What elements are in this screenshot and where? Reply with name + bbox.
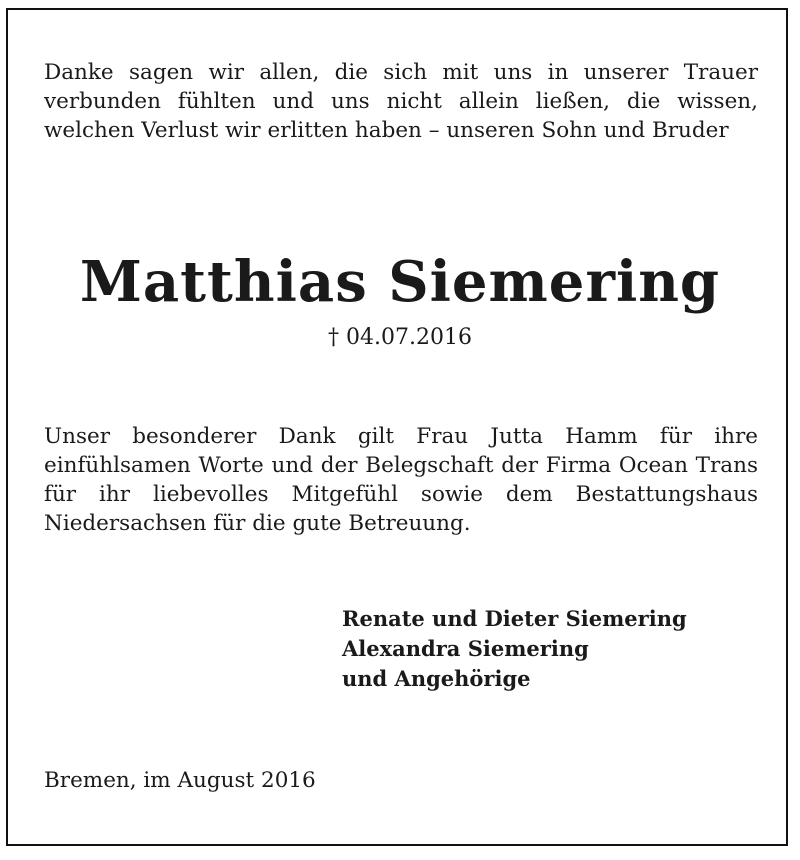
intro-text: Danke sagen wir allen, die sich mit uns in unserer Trauer verbunden fühlten und uns nicht allein ließen, die wissen, welchen Verlust wir erlitten haben – unseren Sohn und Bruder [44, 60, 758, 143]
signer-line: und Angehörige [342, 666, 531, 691]
thanks-text: Unser besonderer Dank gilt Frau Jutta Hamm für ihre einfühlsamen Worte und der Belegschaft der Firma Ocean Trans für ihr liebevolles Mitgefühl sowie dem Bestattungshaus Niedersachsen für die gute Betreuung. [44, 424, 758, 536]
signers-list [342, 604, 687, 694]
place-and-date: Bremen, im August 2016 [44, 768, 316, 793]
death-date: † 04.07.2016 [328, 325, 472, 350]
deceased-name: Matthias Siemering [79, 249, 721, 315]
signer-line: Alexandra Siemering [342, 636, 589, 661]
signer-line: Renate und Dieter Siemering [342, 606, 687, 631]
